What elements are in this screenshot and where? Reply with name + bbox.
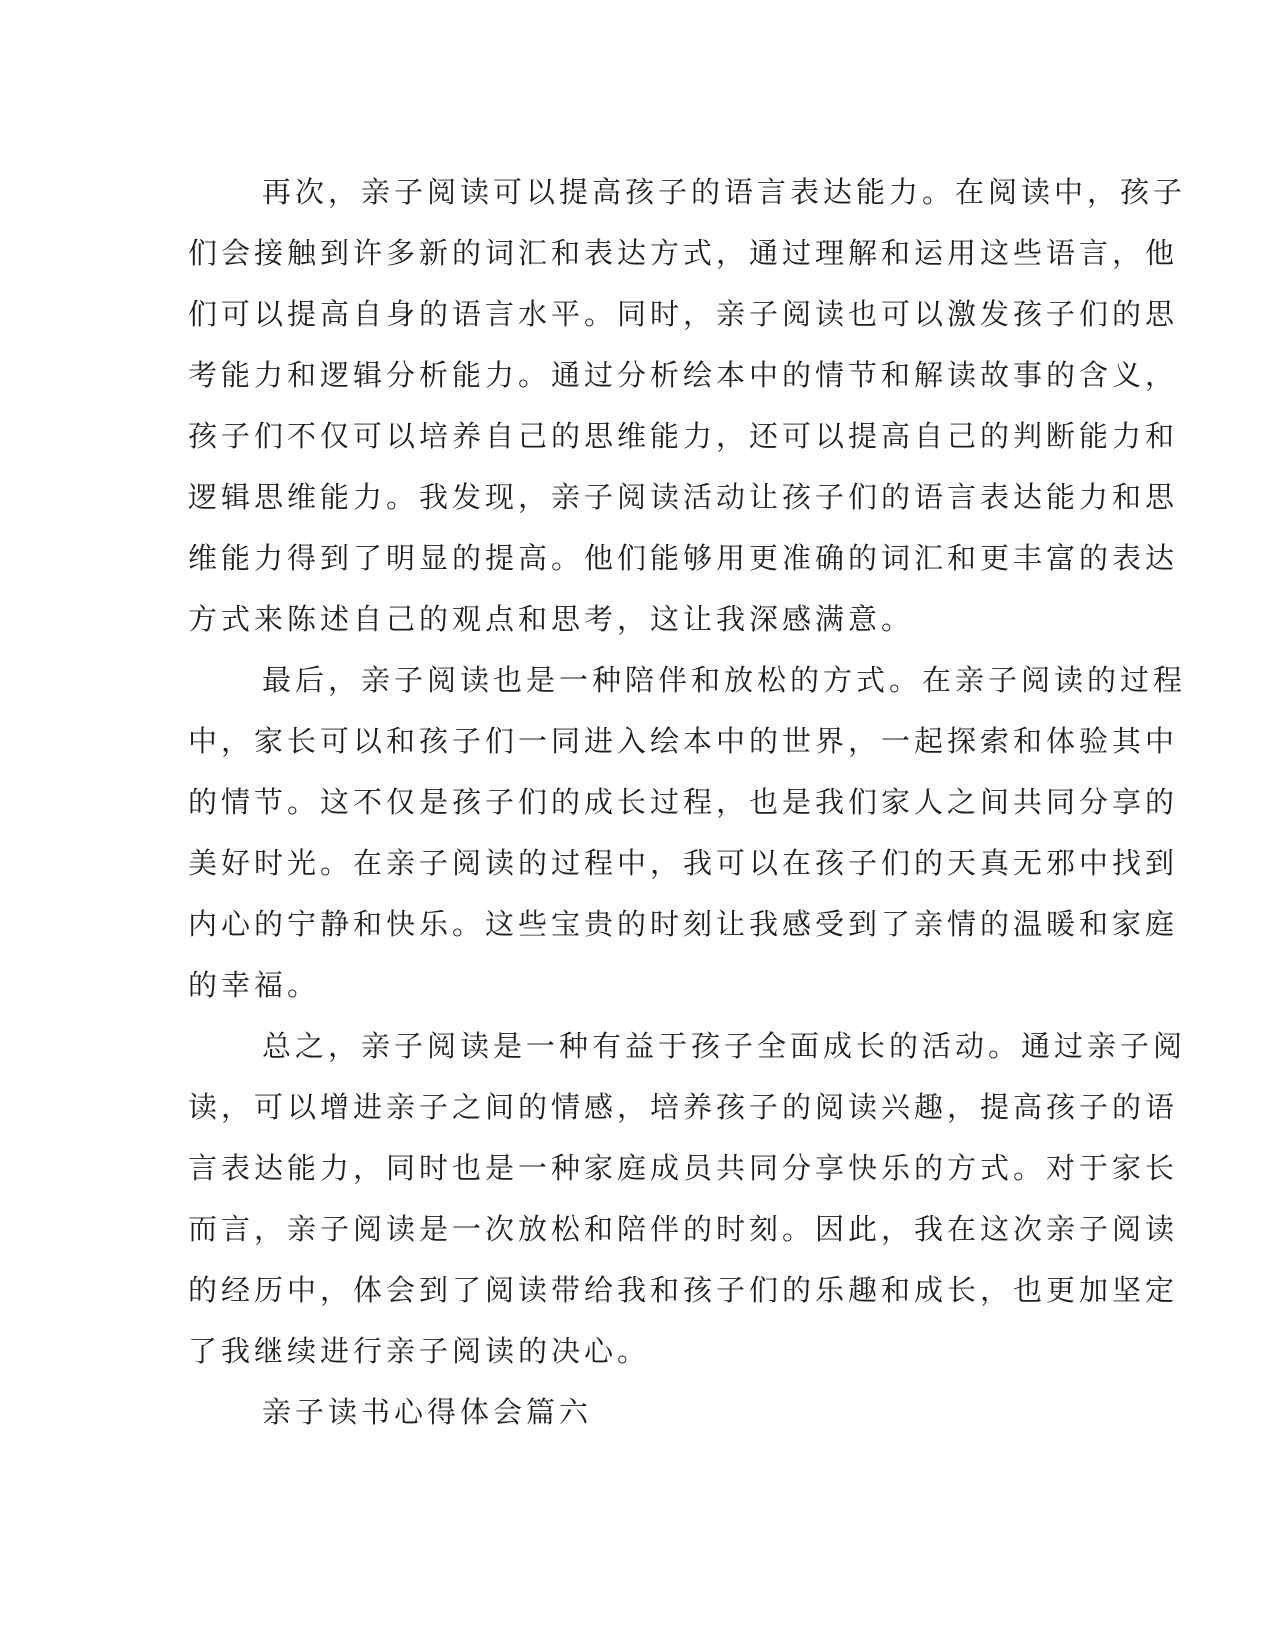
paragraph-line: 们可以提高自身的语言水平。同时，亲子阅读也可以激发孩子们的思	[188, 297, 1179, 331]
paragraph-line: 维能力得到了明显的提高。他们能够用更准确的词汇和更丰富的表达	[188, 541, 1179, 575]
paragraph-line: 再次，亲子阅读可以提高孩子的语言表达能力。在阅读中，孩子	[262, 175, 1187, 209]
paragraph-line: 的经历中，体会到了阅读带给我和孩子们的乐趣和成长，也更加坚定	[188, 1273, 1179, 1307]
paragraph-line: 了我继续进行亲子阅读的决心。	[188, 1334, 651, 1368]
paragraph-line: 考能力和逻辑分析能力。通过分析绘本中的情节和解读故事的含义，	[188, 358, 1179, 392]
paragraph-line: 言表达能力，同时也是一种家庭成员共同分享快乐的方式。对于家长	[188, 1151, 1179, 1185]
paragraph-line: 最后，亲子阅读也是一种陪伴和放松的方式。在亲子阅读的过程	[262, 663, 1187, 697]
section-heading: 亲子读书心得体会篇六	[262, 1395, 593, 1429]
paragraph-line: 内心的宁静和快乐。这些宝贵的时刻让我感受到了亲情的温暖和家庭	[188, 907, 1179, 941]
paragraph-line: 美好时光。在亲子阅读的过程中，我可以在孩子们的天真无邪中找到	[188, 846, 1179, 880]
paragraph-line: 读，可以增进亲子之间的情感，培养孩子的阅读兴趣，提高孩子的语	[188, 1090, 1179, 1124]
paragraph-line: 逻辑思维能力。我发现，亲子阅读活动让孩子们的语言表达能力和思	[188, 480, 1179, 514]
paragraph-line: 方式来陈述自己的观点和思考，这让我深感满意。	[188, 602, 915, 636]
paragraph-line: 的情节。这不仅是孩子们的成长过程，也是我们家人之间共同分享的	[188, 785, 1179, 819]
paragraph-line: 们会接触到许多新的词汇和表达方式，通过理解和运用这些语言，他	[188, 236, 1179, 270]
body-text	[188, 162, 1187, 1443]
paragraph-line: 而言，亲子阅读是一次放松和陪伴的时刻。因此，我在这次亲子阅读	[188, 1212, 1179, 1246]
paragraph-line: 的幸福。	[188, 968, 321, 1002]
paragraph-line: 总之，亲子阅读是一种有益于孩子全面成长的活动。通过亲子阅	[262, 1029, 1187, 1063]
paragraph-line: 中，家长可以和孩子们一同进入绘本中的世界，一起探索和体验其中	[188, 724, 1179, 758]
paragraph-line: 孩子们不仅可以培养自己的思维能力，还可以提高自己的判断能力和	[188, 419, 1179, 453]
